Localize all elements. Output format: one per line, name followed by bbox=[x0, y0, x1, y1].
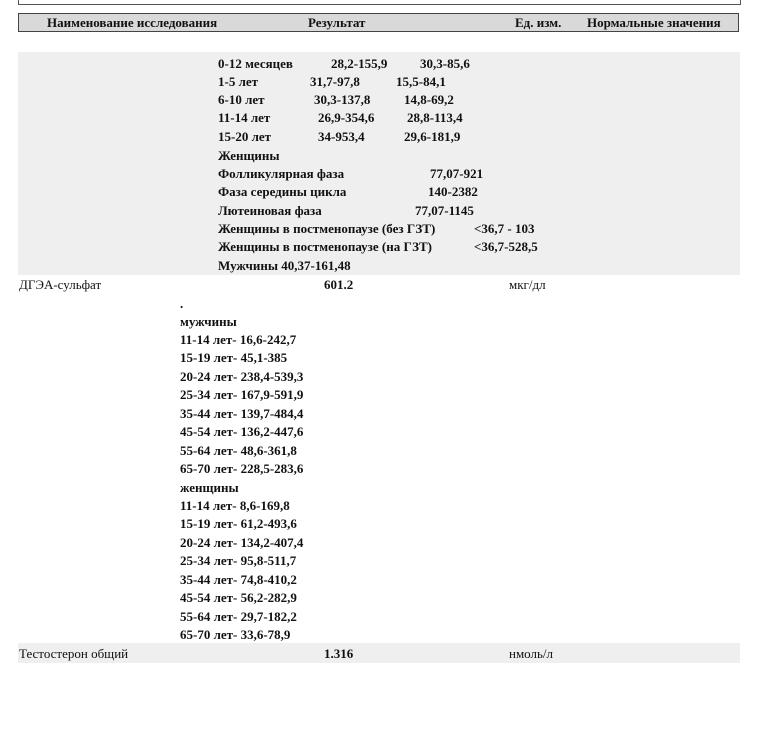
header-norm: Нормальные значения bbox=[587, 15, 721, 30]
age-label: 1-5 лет bbox=[218, 74, 259, 89]
test-name: Тестостерон общий bbox=[19, 646, 129, 661]
top-frame bbox=[18, 0, 741, 5]
norm-line: 15-19 лет- 45,1-385 bbox=[180, 350, 288, 365]
age-label: 6-10 лет bbox=[218, 92, 265, 107]
phase-value: 140-2382 bbox=[428, 184, 478, 199]
age-range-2: 28,8-113,4 bbox=[407, 110, 463, 125]
norm-line: 45-54 лет- 136,2-447,6 bbox=[180, 424, 304, 439]
header-name: Наименование исследования bbox=[47, 15, 218, 30]
norm-line: 35-44 лет- 139,7-484,4 bbox=[180, 406, 304, 421]
norm-line: 20-24 лет- 134,2-407,4 bbox=[180, 535, 304, 550]
phase-value: 77,07-1145 bbox=[415, 203, 474, 218]
norm-line: 11-14 лет- 8,6-169,8 bbox=[180, 498, 290, 513]
age-label: 11-14 лет bbox=[218, 110, 271, 125]
age-range-1: 31,7-97,8 bbox=[310, 74, 360, 89]
norm-line: 25-34 лет- 167,9-591,9 bbox=[180, 387, 304, 402]
age-range-2: 30,3-85,6 bbox=[420, 56, 470, 71]
phase-label: Фаза середины цикла bbox=[218, 184, 347, 199]
norm-line: 15-19 лет- 61,2-493,6 bbox=[180, 516, 297, 531]
header-unit: Ед. изм. bbox=[515, 15, 562, 30]
norm-line: 55-64 лет- 29,7-182,2 bbox=[180, 609, 297, 624]
phase-value: <36,7-528,5 bbox=[474, 239, 538, 254]
age-range-1: 26,9-354,6 bbox=[318, 110, 375, 125]
norm-line: 55-64 лет- 48,6-361,8 bbox=[180, 443, 297, 458]
test-result: 1.316 bbox=[324, 646, 354, 661]
age-range-2: 29,6-181,9 bbox=[404, 129, 461, 144]
men-norm: Мужчины 40,37-161,48 bbox=[218, 258, 351, 273]
norm-line: 45-54 лет- 56,2-282,9 bbox=[180, 590, 297, 605]
norm-line: 35-44 лет- 74,8-410,2 bbox=[180, 572, 297, 587]
phase-value: <36,7 - 103 bbox=[474, 221, 535, 236]
norm-line: 65-70 лет- 228,5-283,6 bbox=[180, 461, 304, 476]
age-range-1: 30,3-137,8 bbox=[314, 92, 371, 107]
phase-label: Женщины в постменопаузе (на ГЗТ) bbox=[218, 239, 432, 254]
phase-label: Лютеиновая фаза bbox=[218, 203, 322, 218]
women-title: Женщины bbox=[218, 148, 280, 163]
test-result: 601.2 bbox=[324, 277, 354, 292]
header-result: Результат bbox=[308, 15, 366, 30]
men-title: мужчины bbox=[180, 314, 237, 329]
norm-line: 20-24 лет- 238,4-539,3 bbox=[180, 369, 304, 384]
women-title: женщины bbox=[180, 480, 239, 495]
norm-line: 65-70 лет- 33,6-78,9 bbox=[180, 627, 291, 642]
phase-value: 77,07-921 bbox=[430, 166, 484, 181]
dot-marker: . bbox=[180, 296, 184, 311]
test-unit: мкг/дл bbox=[509, 277, 546, 292]
age-range-2: 15,5-84,1 bbox=[396, 74, 446, 89]
age-range-2: 14,8-69,2 bbox=[404, 92, 454, 107]
norm-line: 25-34 лет- 95,8-511,7 bbox=[180, 553, 297, 568]
age-label: 15-20 лет bbox=[218, 129, 272, 144]
test-unit: нмоль/л bbox=[509, 646, 554, 661]
phase-label: Фолликулярная фаза bbox=[218, 166, 345, 181]
table-header bbox=[18, 13, 739, 32]
norm-line: 11-14 лет- 16,6-242,7 bbox=[180, 332, 297, 347]
age-label: 0-12 месяцев bbox=[218, 56, 293, 71]
test-name: ДГЭА-сульфат bbox=[19, 277, 102, 292]
phase-label: Женщины в постменопаузе (без ГЗТ) bbox=[218, 221, 436, 236]
age-range-1: 34-953,4 bbox=[318, 129, 365, 144]
age-range-1: 28,2-155,9 bbox=[331, 56, 388, 71]
